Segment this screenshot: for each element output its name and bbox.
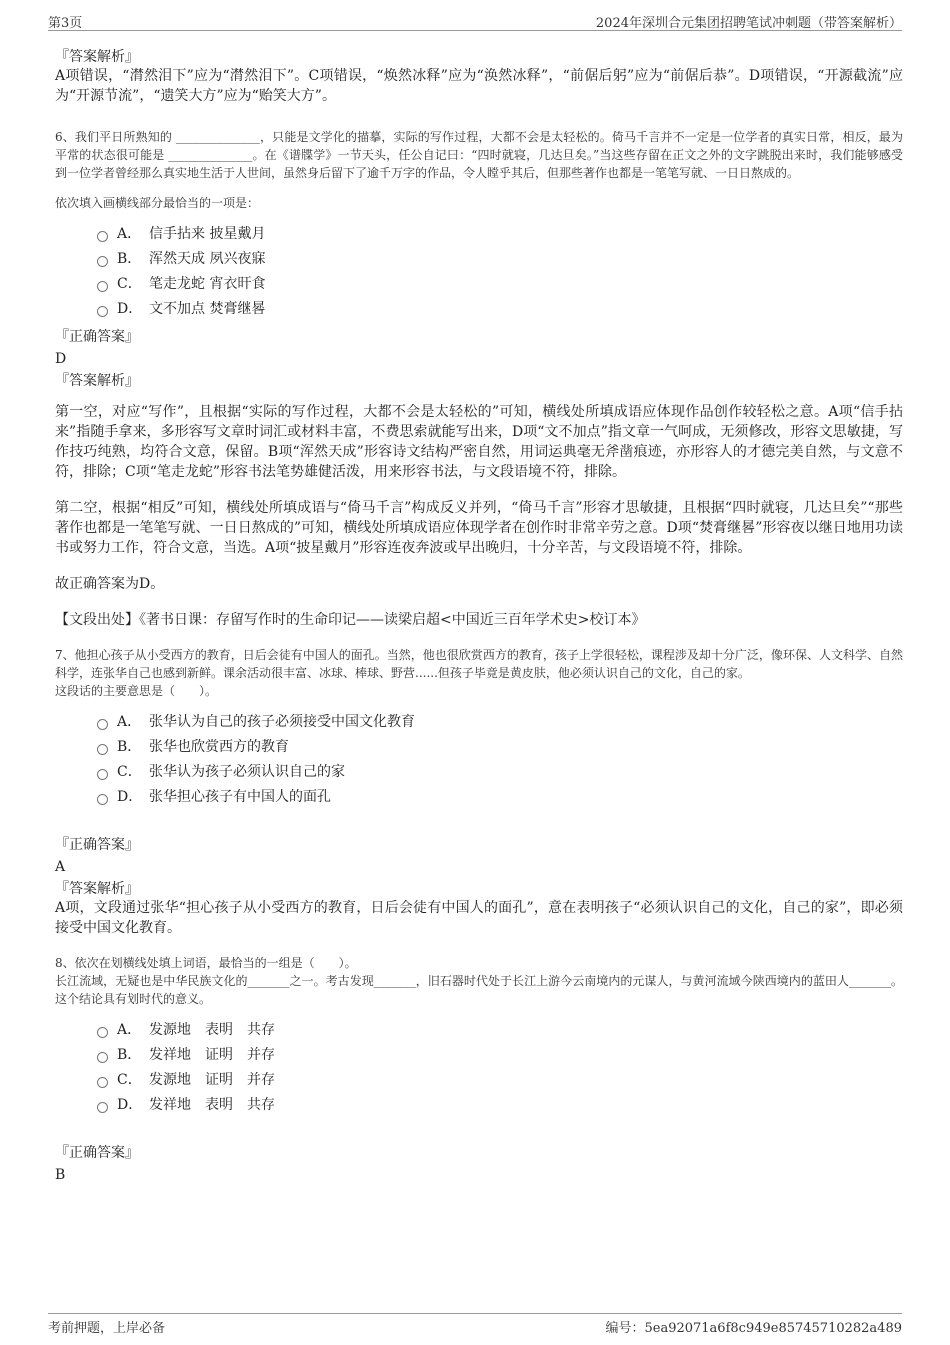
- document-body: [55, 44, 903, 1184]
- q8-answer: B: [55, 1167, 66, 1183]
- q6-answer: D: [55, 351, 67, 367]
- q8-answer-label: 『正确答案』: [55, 1145, 139, 1161]
- q6-options: [97, 222, 903, 322]
- q6-option-d[interactable]: D． 文不加点 焚膏继晷: [97, 297, 903, 322]
- q7-analysis-label: 『答案解析』: [55, 881, 139, 897]
- q8-option-d[interactable]: D． 发祥地 表明 共存: [97, 1093, 903, 1118]
- radio-button[interactable]: [97, 231, 108, 242]
- radio-button[interactable]: [97, 1077, 108, 1088]
- radio-button[interactable]: [97, 1102, 108, 1113]
- radio-button[interactable]: [97, 306, 108, 317]
- q6-analysis-label: 『答案解析』: [55, 373, 139, 389]
- q7-option-a[interactable]: A． 张华认为自己的孩子必须接受中国文化教育: [97, 710, 903, 735]
- q8-option-c[interactable]: C． 发源地 证明 并存: [97, 1068, 903, 1093]
- document-title: 2024年深圳合元集团招聘笔试冲刺题（带答案解析）: [595, 16, 902, 31]
- footer-slogan: 考前押题，上岸必备: [48, 1321, 166, 1336]
- q5-analysis-label: 『答案解析』: [55, 49, 139, 65]
- radio-button[interactable]: [97, 744, 108, 755]
- q7-stem: 7、他担心孩子从小受西方的教育，日后会徒有中国人的面孔。当然，他也很欣赏西方的教育，孩子上学很轻松，课程涉及却十分广泛，像环保、人文科学、自然科学，连张华自己也感到新鲜。课余活动很丰富、冰球、棒球、野营......但孩子毕竟是黄皮肤，他必须认识自己的文化，自己的家。: [55, 648, 903, 680]
- q7-option-b[interactable]: B． 张华也欣赏西方的教育: [97, 735, 903, 760]
- q7-option-d[interactable]: D． 张华担心孩子有中国人的面孔: [97, 785, 903, 810]
- q7-options: [97, 710, 903, 810]
- q6-conclusion: 故正确答案为D。: [55, 576, 165, 592]
- q6-stem: 6、我们平日所熟知的 ______________，只能是文学化的描摹，实际的写作过程，大都不会是太轻松的。倚马千言并不一定是一位学者的真实日常，相反，最为平常的状态很可能是 ______________。在《谱牒学》一节天头，任公自记曰：“四时就寝，几达旦矣。”当这些存留在正文之外的文字跳脱出来时，我们能够感受到一位学者曾经那么真实地生活于人世间，虽然身后留下了逾千万字的作品，令人瞠乎其后，但那些著作也都是一笔笔写就、一日日熬成的。: [55, 130, 903, 180]
- page-number: 第3页: [48, 16, 83, 31]
- q6-analysis-2: 第二空，根据“相反”可知，横线处所填成语与“倚马千言”构成反义并列，“倚马千言”形容才思敏捷，且根据“四时就寝，几达旦矣”“那些著作也都是一笔笔写就、一日日熬成的”可知，横线处所填成语应体现学者在创作时非常辛劳之意。D项“焚膏继晷”形容夜以继日地用功读书或努力工作，符合文意，当选。A项“披星戴月”形容连夜奔波或早出晚归，十分辛苦，与文段语境不符，排除。: [55, 500, 903, 556]
- q7-option-c[interactable]: C． 张华认为孩子必须认识自己的家: [97, 760, 903, 785]
- q7-analysis-text: A项，文段通过张华“担心孩子从小受西方的教育，日后会徒有中国人的面孔”，意在表明孩子“必须认识自己的文化，自己的家”，即必须接受中国文化教育。: [55, 900, 903, 936]
- q7-prompt: 这段话的主要意思是（ ）。: [55, 684, 218, 698]
- page-footer: [48, 1313, 902, 1334]
- radio-button[interactable]: [97, 794, 108, 805]
- q6-option-a[interactable]: A． 信手拈来 披星戴月: [97, 222, 903, 247]
- q8-stem: 8、依次在划横线处填上词语，最恰当的一组是（ ）。: [55, 956, 357, 970]
- q7-answer: A: [55, 859, 66, 875]
- radio-button[interactable]: [97, 256, 108, 267]
- radio-button[interactable]: [97, 1052, 108, 1063]
- q7-answer-label: 『正确答案』: [55, 837, 139, 853]
- q5-analysis-text: A项错误，“潸然泪下”应为“潸然泪下”。C项错误，“焕然冰释”应为“涣然冰释”，“前倨后躬”应为“前倨后恭”。D项错误，“开源截流”应为“开源节流”，“遗笑大方”应为“贻笑大方”。: [55, 68, 903, 104]
- q6-prompt: 依次填入画横线部分最恰当的一项是：: [55, 196, 260, 210]
- radio-button[interactable]: [97, 719, 108, 730]
- q8-option-a[interactable]: A． 发源地 表明 共存: [97, 1018, 903, 1043]
- q6-option-c[interactable]: C． 笔走龙蛇 宵衣旰食: [97, 272, 903, 297]
- radio-button[interactable]: [97, 1027, 108, 1038]
- radio-button[interactable]: [97, 769, 108, 780]
- q6-source: 【文段出处】《著书日课：存留写作时的生命印记——读梁启超<中国近三百年学术史>校订本》: [55, 612, 646, 628]
- q6-option-b[interactable]: B． 浑然天成 夙兴夜寐: [97, 247, 903, 272]
- page-header: [48, 10, 902, 31]
- q6-answer-label: 『正确答案』: [55, 329, 139, 345]
- q8-passage: 长江流域，无疑也是中华民族文化的_______之一。考古发现_______，旧石器时代处于长江上游今云南境内的元谋人，与黄河流域今陕西境内的蓝田人_______。这个结论具有划时代的意义。: [55, 974, 903, 1006]
- q8-options: [97, 1018, 903, 1118]
- q8-option-b[interactable]: B． 发祥地 证明 并存: [97, 1043, 903, 1068]
- q6-analysis-1: 第一空，对应“写作”，且根据“实际的写作过程，大都不会是太轻松的”可知，横线处所填成语应体现作品创作较轻松之意。A项“信手拈来”指随手拿来，多形容写文章时词汇或材料丰富，不费思索就能写出来，D项“文不加点”指文章一气呵成，无须修改，形容文思敏捷，写作技巧纯熟，均符合文意，保留。B项“浑然天成”形容诗文结构严密自然，用词运典毫无斧凿痕迹，亦形容人的才德完美自然，与文意不符，排除；C项“笔走龙蛇”形容书法笔势雄健活泼，用来形容书法，与文段语境不符，排除。: [55, 404, 903, 480]
- footer-serial: 编号：5ea92071a6f8c949e85745710282a489: [605, 1321, 902, 1336]
- radio-button[interactable]: [97, 281, 108, 292]
